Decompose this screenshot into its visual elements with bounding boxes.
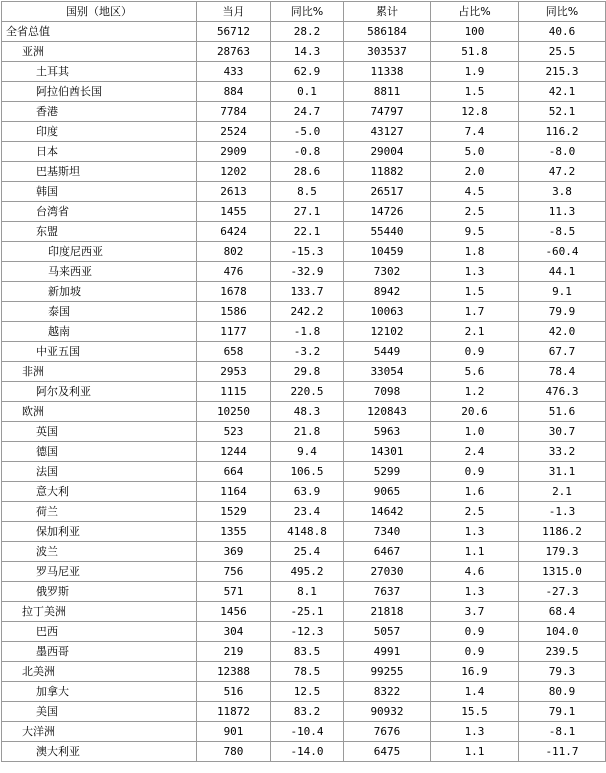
share-cell: 2.5 <box>431 202 519 222</box>
month-value-cell: 664 <box>197 462 271 482</box>
share-cell: 1.3 <box>431 262 519 282</box>
month-yoy-cell: 21.8 <box>271 422 344 442</box>
region-name-cell: 非洲 <box>2 362 197 382</box>
table-row <box>2 562 606 582</box>
month-value-cell: 658 <box>197 342 271 362</box>
region-name-cell: 越南 <box>2 322 197 342</box>
cumulative-yoy-cell: 1315.0 <box>519 562 606 582</box>
region-name-cell: 大洋洲 <box>2 722 197 742</box>
table-row <box>2 442 606 462</box>
share-cell: 1.5 <box>431 282 519 302</box>
month-yoy-cell: 28.2 <box>271 22 344 42</box>
cumulative-value-cell: 5057 <box>344 622 431 642</box>
month-yoy-cell: -15.3 <box>271 242 344 262</box>
month-value-cell: 1244 <box>197 442 271 462</box>
cumulative-value-cell: 8322 <box>344 682 431 702</box>
month-value-cell: 1678 <box>197 282 271 302</box>
share-cell: 1.3 <box>431 582 519 602</box>
table-row <box>2 462 606 482</box>
table-row <box>2 222 606 242</box>
cumulative-yoy-cell: 104.0 <box>519 622 606 642</box>
share-cell: 9.5 <box>431 222 519 242</box>
month-value-cell: 802 <box>197 242 271 262</box>
month-value-cell: 884 <box>197 82 271 102</box>
region-name-cell: 巴基斯坦 <box>2 162 197 182</box>
month-value-cell: 1529 <box>197 502 271 522</box>
share-cell: 16.9 <box>431 662 519 682</box>
region-name-cell: 北美洲 <box>2 662 197 682</box>
table-row <box>2 362 606 382</box>
month-yoy-cell: 106.5 <box>271 462 344 482</box>
table-row <box>2 182 606 202</box>
region-name-cell: 台湾省 <box>2 202 197 222</box>
cumulative-yoy-cell: 68.4 <box>519 602 606 622</box>
cumulative-yoy-cell: 44.1 <box>519 262 606 282</box>
table-row <box>2 202 606 222</box>
share-cell: 2.5 <box>431 502 519 522</box>
share-cell: 0.9 <box>431 342 519 362</box>
month-yoy-cell: -3.2 <box>271 342 344 362</box>
cumulative-yoy-cell: -11.7 <box>519 742 606 762</box>
table-row <box>2 342 606 362</box>
table-row <box>2 82 606 102</box>
cumulative-value-cell: 7302 <box>344 262 431 282</box>
region-name-cell: 新加坡 <box>2 282 197 302</box>
header-cumulative-yoy: 同比% <box>519 2 606 22</box>
month-value-cell: 901 <box>197 722 271 742</box>
share-cell: 5.6 <box>431 362 519 382</box>
month-value-cell: 56712 <box>197 22 271 42</box>
table-row <box>2 22 606 42</box>
month-yoy-cell: 22.1 <box>271 222 344 242</box>
share-cell: 1.6 <box>431 482 519 502</box>
month-value-cell: 571 <box>197 582 271 602</box>
month-yoy-cell: 9.4 <box>271 442 344 462</box>
region-name-cell: 泰国 <box>2 302 197 322</box>
month-value-cell: 12388 <box>197 662 271 682</box>
share-cell: 2.0 <box>431 162 519 182</box>
cumulative-value-cell: 4991 <box>344 642 431 662</box>
share-cell: 1.0 <box>431 422 519 442</box>
cumulative-value-cell: 5963 <box>344 422 431 442</box>
month-yoy-cell: -25.1 <box>271 602 344 622</box>
cumulative-yoy-cell: 47.2 <box>519 162 606 182</box>
region-name-cell: 土耳其 <box>2 62 197 82</box>
month-value-cell: 7784 <box>197 102 271 122</box>
month-yoy-cell: 62.9 <box>271 62 344 82</box>
cumulative-yoy-cell: -60.4 <box>519 242 606 262</box>
table-row <box>2 42 606 62</box>
cumulative-value-cell: 99255 <box>344 662 431 682</box>
cumulative-yoy-cell: 42.1 <box>519 82 606 102</box>
cumulative-value-cell: 12102 <box>344 322 431 342</box>
cumulative-value-cell: 8811 <box>344 82 431 102</box>
cumulative-value-cell: 43127 <box>344 122 431 142</box>
table-row <box>2 382 606 402</box>
share-cell: 1.1 <box>431 542 519 562</box>
share-cell: 1.4 <box>431 682 519 702</box>
month-value-cell: 11872 <box>197 702 271 722</box>
month-value-cell: 10250 <box>197 402 271 422</box>
region-name-cell: 拉丁美洲 <box>2 602 197 622</box>
cumulative-yoy-cell: 9.1 <box>519 282 606 302</box>
cumulative-value-cell: 8942 <box>344 282 431 302</box>
cumulative-yoy-cell: 51.6 <box>519 402 606 422</box>
region-name-cell: 巴西 <box>2 622 197 642</box>
region-name-cell: 阿尔及利亚 <box>2 382 197 402</box>
header-region: 国别（地区） <box>2 2 197 22</box>
cumulative-yoy-cell: 179.3 <box>519 542 606 562</box>
region-name-cell: 马来西亚 <box>2 262 197 282</box>
share-cell: 1.1 <box>431 742 519 762</box>
month-yoy-cell: 4148.8 <box>271 522 344 542</box>
cumulative-yoy-cell: 33.2 <box>519 442 606 462</box>
cumulative-yoy-cell: 79.9 <box>519 302 606 322</box>
month-value-cell: 2909 <box>197 142 271 162</box>
cumulative-yoy-cell: 79.1 <box>519 702 606 722</box>
table-row <box>2 642 606 662</box>
month-yoy-cell: -12.3 <box>271 622 344 642</box>
share-cell: 0.9 <box>431 642 519 662</box>
share-cell: 1.7 <box>431 302 519 322</box>
region-name-cell: 荷兰 <box>2 502 197 522</box>
month-yoy-cell: 220.5 <box>271 382 344 402</box>
cumulative-yoy-cell: 78.4 <box>519 362 606 382</box>
table-row <box>2 402 606 422</box>
region-name-cell: 美国 <box>2 702 197 722</box>
region-name-cell: 墨西哥 <box>2 642 197 662</box>
header-month-yoy: 同比% <box>271 2 344 22</box>
table-row <box>2 602 606 622</box>
cumulative-yoy-cell: 30.7 <box>519 422 606 442</box>
share-cell: 1.5 <box>431 82 519 102</box>
cumulative-value-cell: 7676 <box>344 722 431 742</box>
month-yoy-cell: -1.8 <box>271 322 344 342</box>
month-yoy-cell: -32.9 <box>271 262 344 282</box>
month-value-cell: 516 <box>197 682 271 702</box>
cumulative-yoy-cell: 215.3 <box>519 62 606 82</box>
cumulative-yoy-cell: 116.2 <box>519 122 606 142</box>
table-row <box>2 242 606 262</box>
cumulative-yoy-cell: 11.3 <box>519 202 606 222</box>
cumulative-value-cell: 90932 <box>344 702 431 722</box>
cumulative-yoy-cell: 31.1 <box>519 462 606 482</box>
month-yoy-cell: 83.5 <box>271 642 344 662</box>
share-cell: 1.3 <box>431 522 519 542</box>
region-name-cell: 保加利亚 <box>2 522 197 542</box>
month-yoy-cell: 8.5 <box>271 182 344 202</box>
table-row <box>2 122 606 142</box>
region-name-cell: 俄罗斯 <box>2 582 197 602</box>
table-row <box>2 742 606 762</box>
month-value-cell: 433 <box>197 62 271 82</box>
table-row <box>2 302 606 322</box>
region-name-cell: 印度 <box>2 122 197 142</box>
table-row <box>2 522 606 542</box>
table-row <box>2 282 606 302</box>
month-yoy-cell: 23.4 <box>271 502 344 522</box>
share-cell: 0.9 <box>431 622 519 642</box>
month-yoy-cell: 14.3 <box>271 42 344 62</box>
cumulative-value-cell: 21818 <box>344 602 431 622</box>
region-name-cell: 意大利 <box>2 482 197 502</box>
month-yoy-cell: -0.8 <box>271 142 344 162</box>
month-yoy-cell: 28.6 <box>271 162 344 182</box>
table-row <box>2 542 606 562</box>
month-value-cell: 1202 <box>197 162 271 182</box>
share-cell: 4.5 <box>431 182 519 202</box>
cumulative-value-cell: 55440 <box>344 222 431 242</box>
month-value-cell: 1456 <box>197 602 271 622</box>
month-yoy-cell: 24.7 <box>271 102 344 122</box>
month-value-cell: 369 <box>197 542 271 562</box>
cumulative-value-cell: 7340 <box>344 522 431 542</box>
cumulative-value-cell: 9065 <box>344 482 431 502</box>
month-yoy-cell: -10.4 <box>271 722 344 742</box>
table-row <box>2 662 606 682</box>
month-yoy-cell: -5.0 <box>271 122 344 142</box>
region-name-cell: 阿拉伯酋长国 <box>2 82 197 102</box>
region-name-cell: 中亚五国 <box>2 342 197 362</box>
month-value-cell: 1455 <box>197 202 271 222</box>
cumulative-value-cell: 14726 <box>344 202 431 222</box>
cumulative-value-cell: 7098 <box>344 382 431 402</box>
cumulative-value-cell: 14301 <box>344 442 431 462</box>
region-name-cell: 全省总值 <box>2 22 197 42</box>
cumulative-value-cell: 6467 <box>344 542 431 562</box>
region-name-cell: 东盟 <box>2 222 197 242</box>
share-cell: 0.9 <box>431 462 519 482</box>
month-value-cell: 6424 <box>197 222 271 242</box>
cumulative-value-cell: 11882 <box>344 162 431 182</box>
share-cell: 3.7 <box>431 602 519 622</box>
region-name-cell: 欧洲 <box>2 402 197 422</box>
table-row <box>2 62 606 82</box>
table-row <box>2 162 606 182</box>
share-cell: 100 <box>431 22 519 42</box>
share-cell: 1.8 <box>431 242 519 262</box>
region-name-cell: 法国 <box>2 462 197 482</box>
month-value-cell: 304 <box>197 622 271 642</box>
month-yoy-cell: 0.1 <box>271 82 344 102</box>
cumulative-yoy-cell: 476.3 <box>519 382 606 402</box>
cumulative-yoy-cell: 239.5 <box>519 642 606 662</box>
region-name-cell: 罗马尼亚 <box>2 562 197 582</box>
month-yoy-cell: 48.3 <box>271 402 344 422</box>
cumulative-yoy-cell: 52.1 <box>519 102 606 122</box>
cumulative-yoy-cell: 25.5 <box>519 42 606 62</box>
month-value-cell: 1164 <box>197 482 271 502</box>
region-name-cell: 亚洲 <box>2 42 197 62</box>
region-name-cell: 印度尼西亚 <box>2 242 197 262</box>
table-row <box>2 102 606 122</box>
cumulative-value-cell: 10063 <box>344 302 431 322</box>
cumulative-value-cell: 14642 <box>344 502 431 522</box>
cumulative-yoy-cell: 3.8 <box>519 182 606 202</box>
month-yoy-cell: 29.8 <box>271 362 344 382</box>
table-row <box>2 722 606 742</box>
month-yoy-cell: 8.1 <box>271 582 344 602</box>
share-cell: 2.4 <box>431 442 519 462</box>
share-cell: 5.0 <box>431 142 519 162</box>
cumulative-value-cell: 29004 <box>344 142 431 162</box>
region-name-cell: 德国 <box>2 442 197 462</box>
month-value-cell: 1115 <box>197 382 271 402</box>
share-cell: 12.8 <box>431 102 519 122</box>
cumulative-yoy-cell: 40.6 <box>519 22 606 42</box>
month-yoy-cell: 25.4 <box>271 542 344 562</box>
cumulative-value-cell: 120843 <box>344 402 431 422</box>
cumulative-value-cell: 26517 <box>344 182 431 202</box>
cumulative-value-cell: 5299 <box>344 462 431 482</box>
month-value-cell: 1177 <box>197 322 271 342</box>
table-row <box>2 582 606 602</box>
month-value-cell: 780 <box>197 742 271 762</box>
share-cell: 51.8 <box>431 42 519 62</box>
cumulative-yoy-cell: 1186.2 <box>519 522 606 542</box>
region-name-cell: 香港 <box>2 102 197 122</box>
month-value-cell: 219 <box>197 642 271 662</box>
table-row <box>2 702 606 722</box>
cumulative-yoy-cell: 67.7 <box>519 342 606 362</box>
table-row <box>2 482 606 502</box>
cumulative-value-cell: 5449 <box>344 342 431 362</box>
month-value-cell: 476 <box>197 262 271 282</box>
share-cell: 1.3 <box>431 722 519 742</box>
share-cell: 1.9 <box>431 62 519 82</box>
region-name-cell: 加拿大 <box>2 682 197 702</box>
month-value-cell: 523 <box>197 422 271 442</box>
region-name-cell: 英国 <box>2 422 197 442</box>
cumulative-value-cell: 11338 <box>344 62 431 82</box>
cumulative-value-cell: 586184 <box>344 22 431 42</box>
table-row <box>2 682 606 702</box>
region-name-cell: 韩国 <box>2 182 197 202</box>
month-value-cell: 2613 <box>197 182 271 202</box>
table-row <box>2 502 606 522</box>
cumulative-value-cell: 6475 <box>344 742 431 762</box>
month-yoy-cell: -14.0 <box>271 742 344 762</box>
cumulative-yoy-cell: -8.0 <box>519 142 606 162</box>
table-row <box>2 322 606 342</box>
region-name-cell: 日本 <box>2 142 197 162</box>
cumulative-value-cell: 10459 <box>344 242 431 262</box>
cumulative-yoy-cell: -1.3 <box>519 502 606 522</box>
cumulative-yoy-cell: 80.9 <box>519 682 606 702</box>
month-yoy-cell: 133.7 <box>271 282 344 302</box>
header-month: 当月 <box>197 2 271 22</box>
share-cell: 20.6 <box>431 402 519 422</box>
header-row <box>2 2 606 22</box>
month-value-cell: 28763 <box>197 42 271 62</box>
month-value-cell: 1586 <box>197 302 271 322</box>
month-yoy-cell: 63.9 <box>271 482 344 502</box>
cumulative-yoy-cell: -27.3 <box>519 582 606 602</box>
region-name-cell: 波兰 <box>2 542 197 562</box>
table-row <box>2 262 606 282</box>
share-cell: 2.1 <box>431 322 519 342</box>
share-cell: 4.6 <box>431 562 519 582</box>
share-cell: 15.5 <box>431 702 519 722</box>
trade-table <box>1 1 606 762</box>
table-row <box>2 622 606 642</box>
region-name-cell: 澳大利亚 <box>2 742 197 762</box>
table-row <box>2 422 606 442</box>
month-value-cell: 2524 <box>197 122 271 142</box>
month-value-cell: 2953 <box>197 362 271 382</box>
month-value-cell: 756 <box>197 562 271 582</box>
cumulative-yoy-cell: 42.0 <box>519 322 606 342</box>
month-value-cell: 1355 <box>197 522 271 542</box>
cumulative-value-cell: 74797 <box>344 102 431 122</box>
cumulative-yoy-cell: -8.5 <box>519 222 606 242</box>
cumulative-yoy-cell: -8.1 <box>519 722 606 742</box>
month-yoy-cell: 242.2 <box>271 302 344 322</box>
month-yoy-cell: 12.5 <box>271 682 344 702</box>
share-cell: 1.2 <box>431 382 519 402</box>
table-row <box>2 142 606 162</box>
month-yoy-cell: 83.2 <box>271 702 344 722</box>
cumulative-yoy-cell: 2.1 <box>519 482 606 502</box>
month-yoy-cell: 495.2 <box>271 562 344 582</box>
cumulative-yoy-cell: 79.3 <box>519 662 606 682</box>
cumulative-value-cell: 7637 <box>344 582 431 602</box>
header-cumulative: 累计 <box>344 2 431 22</box>
header-share: 占比% <box>431 2 519 22</box>
month-yoy-cell: 78.5 <box>271 662 344 682</box>
cumulative-value-cell: 33054 <box>344 362 431 382</box>
cumulative-value-cell: 303537 <box>344 42 431 62</box>
month-yoy-cell: 27.1 <box>271 202 344 222</box>
share-cell: 7.4 <box>431 122 519 142</box>
cumulative-value-cell: 27030 <box>344 562 431 582</box>
